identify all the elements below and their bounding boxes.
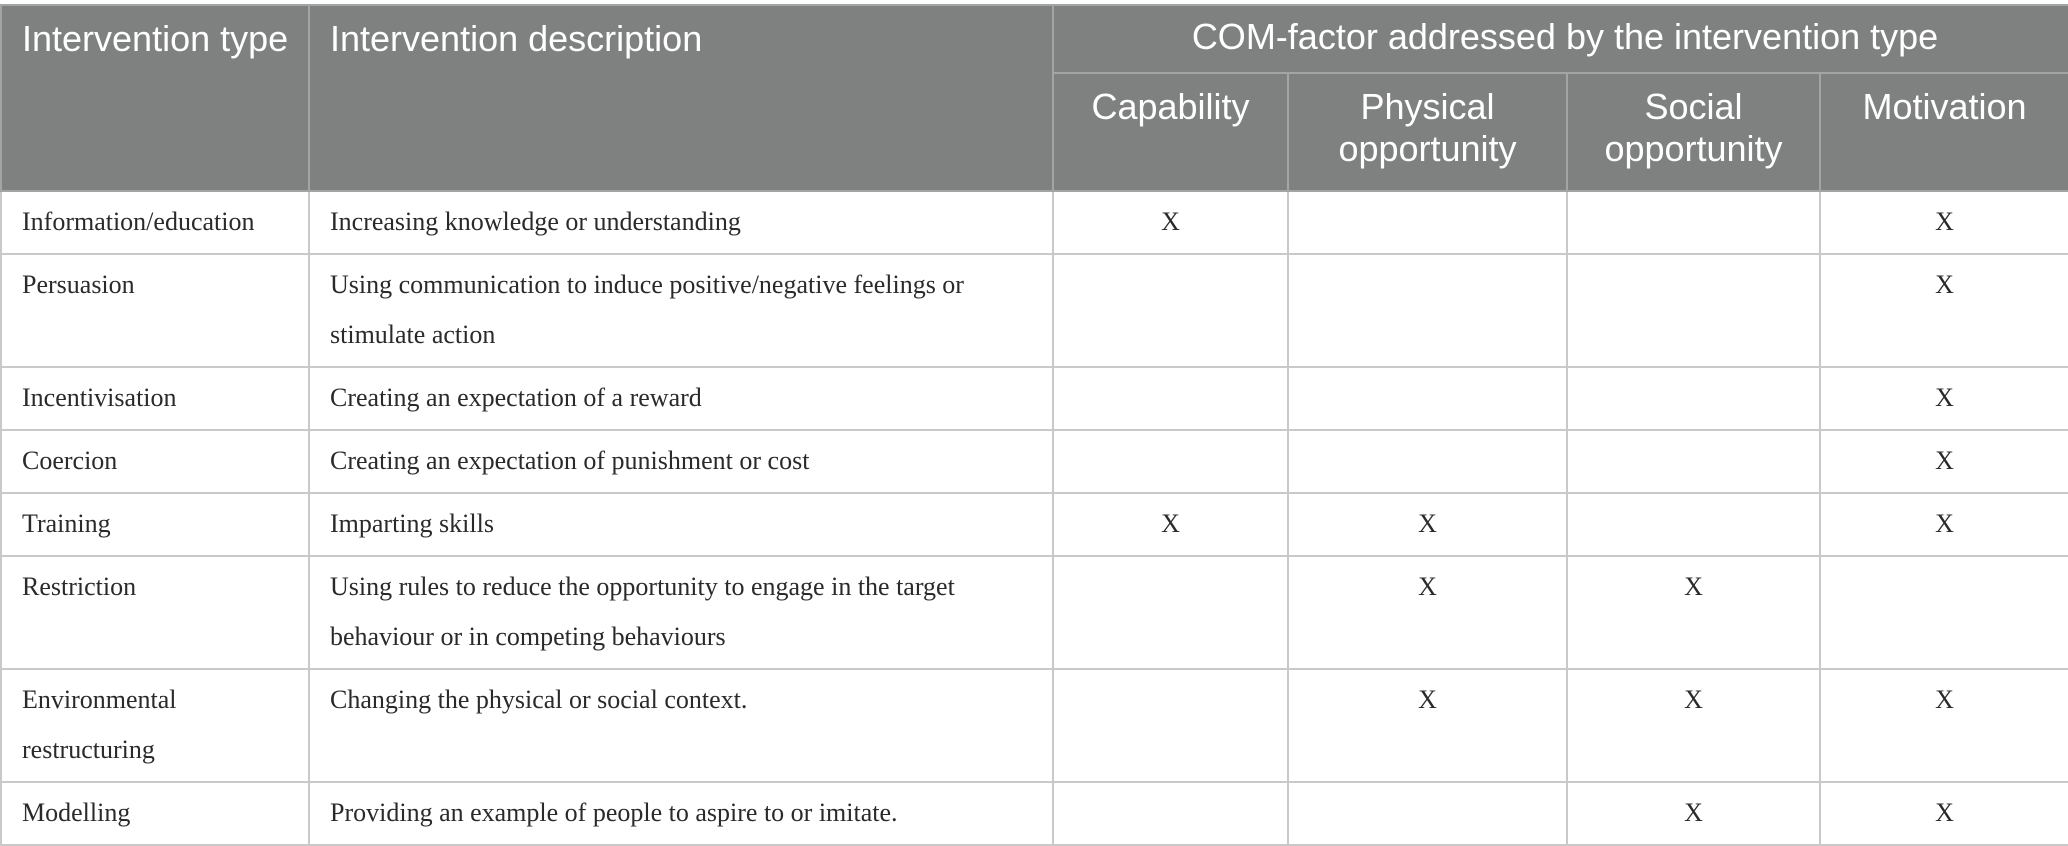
- cell-capability-mark: [1053, 430, 1288, 493]
- table-row: [1, 669, 2068, 782]
- cell-physical-opportunity-mark: X: [1288, 493, 1567, 556]
- cell-intervention-description: Creating an expectation of a reward: [309, 367, 1053, 430]
- cell-intervention-description: Imparting skills: [309, 493, 1053, 556]
- cell-intervention-type: Training: [1, 493, 309, 556]
- cell-social-opportunity-mark: X: [1567, 556, 1820, 669]
- cell-physical-opportunity-mark: [1288, 430, 1567, 493]
- cell-social-opportunity-mark: [1567, 493, 1820, 556]
- cell-social-opportunity-mark: X: [1567, 782, 1820, 845]
- header-motivation: Motivation: [1820, 73, 2068, 191]
- cell-physical-opportunity-mark: X: [1288, 669, 1567, 782]
- cell-physical-opportunity-mark: [1288, 191, 1567, 254]
- cell-physical-opportunity-mark: X: [1288, 556, 1567, 669]
- cell-intervention-type: Environmental restructuring: [1, 669, 309, 782]
- cell-intervention-type: Restriction: [1, 556, 309, 669]
- cell-intervention-description: Using rules to reduce the opportunity to engage in the target behaviour or in competing behaviours: [309, 556, 1053, 669]
- table-row: [1, 191, 2068, 254]
- cell-social-opportunity-mark: X: [1567, 669, 1820, 782]
- cell-intervention-description: Increasing knowledge or understanding: [309, 191, 1053, 254]
- cell-motivation-mark: X: [1820, 669, 2068, 782]
- cell-social-opportunity-mark: [1567, 367, 1820, 430]
- cell-social-opportunity-mark: [1567, 191, 1820, 254]
- cell-capability-mark: X: [1053, 191, 1288, 254]
- cell-social-opportunity-mark: [1567, 430, 1820, 493]
- cell-capability-mark: [1053, 367, 1288, 430]
- table-header: [1, 5, 2068, 191]
- cell-intervention-type: Modelling: [1, 782, 309, 845]
- cell-capability-mark: [1053, 782, 1288, 845]
- intervention-com-table: [0, 4, 2068, 846]
- cell-capability-mark: [1053, 669, 1288, 782]
- table-row: [1, 556, 2068, 669]
- cell-physical-opportunity-mark: [1288, 254, 1567, 367]
- cell-intervention-type: Coercion: [1, 430, 309, 493]
- cell-physical-opportunity-mark: [1288, 782, 1567, 845]
- cell-intervention-type: Incentivisation: [1, 367, 309, 430]
- header-intervention-description: Intervention description: [309, 5, 1053, 191]
- header-physical-opportunity: Physical opportunity: [1288, 73, 1567, 191]
- cell-motivation-mark: X: [1820, 191, 2068, 254]
- header-com-factor-group: COM-factor addressed by the intervention type: [1053, 5, 2068, 73]
- table-row: [1, 254, 2068, 367]
- header-intervention-type: Intervention type: [1, 5, 309, 191]
- header-row-top: [1, 5, 2068, 73]
- cell-capability-mark: [1053, 556, 1288, 669]
- header-social-opportunity: Social opportunity: [1567, 73, 1820, 191]
- cell-capability-mark: X: [1053, 493, 1288, 556]
- cell-motivation-mark: [1820, 556, 2068, 669]
- cell-motivation-mark: X: [1820, 254, 2068, 367]
- table-row: [1, 782, 2068, 845]
- table-row: [1, 430, 2068, 493]
- cell-social-opportunity-mark: [1567, 254, 1820, 367]
- table-body: [1, 191, 2068, 845]
- cell-motivation-mark: X: [1820, 782, 2068, 845]
- table-row: [1, 493, 2068, 556]
- cell-capability-mark: [1053, 254, 1288, 367]
- cell-intervention-type: Information/education: [1, 191, 309, 254]
- cell-intervention-description: Using communication to induce positive/negative feelings or stimulate action: [309, 254, 1053, 367]
- cell-motivation-mark: X: [1820, 493, 2068, 556]
- intervention-table-container: [0, 4, 2068, 846]
- cell-physical-opportunity-mark: [1288, 367, 1567, 430]
- cell-intervention-description: Creating an expectation of punishment or cost: [309, 430, 1053, 493]
- cell-motivation-mark: X: [1820, 430, 2068, 493]
- table-row: [1, 367, 2068, 430]
- cell-intervention-type: Persuasion: [1, 254, 309, 367]
- header-capability: Capability: [1053, 73, 1288, 191]
- cell-intervention-description: Changing the physical or social context.: [309, 669, 1053, 782]
- cell-intervention-description: Providing an example of people to aspire to or imitate.: [309, 782, 1053, 845]
- cell-motivation-mark: X: [1820, 367, 2068, 430]
